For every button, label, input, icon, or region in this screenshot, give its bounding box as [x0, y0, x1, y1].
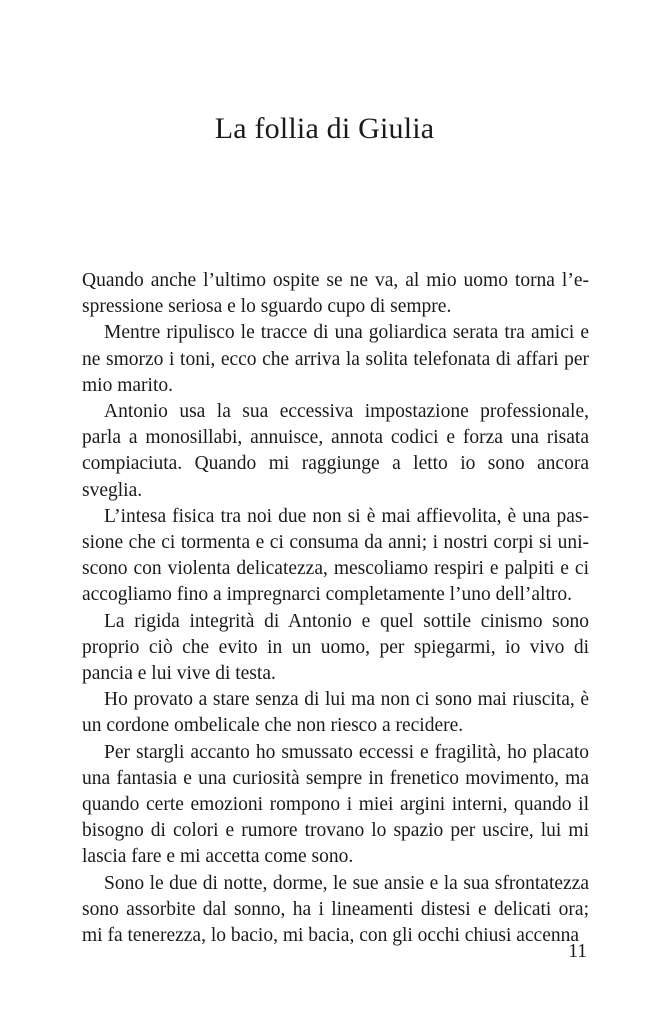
paragraph: Ho provato a stare senza di lui ma non ci sono mai riuscita, è un cordone ombelicale che non riesco a recidere. — [82, 689, 589, 737]
paragraph: L’intesa fisica tra noi due non si è mai affievolita, è una passione che ci tormenta e ci consuma da anni; i nostri corpi si uniscono con violenta delicatezza, mescoliamo respiri e palpiti e ci accogliamo fino a impregnarci completamente l’uno dell’altro. — [82, 505, 589, 606]
paragraph: Mentre ripulisco le tracce di una goliardica serata tra amici e ne smorzo i toni, ecco che arriva la solita telefonata di affari per mio marito. — [82, 322, 589, 396]
chapter-title: La follia di Giulia — [214, 112, 435, 145]
page-number: 11 — [568, 941, 587, 962]
paragraph: Sono le due di notte, dorme, le sue ansie e la sua sfrontatezza sono assorbite dal sonno, ha i lineamenti distesi e delicati ora; mi fa tenerezza, lo bacio, mi bacia, con gli occhi chiusi accenna — [82, 872, 589, 947]
chapter-body — [82, 268, 589, 949]
paragraph: Per stargli accanto ho smussato eccessi e fragilità, ho placato una fantasia e una curiosità sempre in frenetico movimento, ma quando certe emozioni rompono i miei argini interni, quando il bisogno di colori e rumore trovano lo spazio per uscire, lui mi lascia fare e mi accetta come sono. — [82, 741, 589, 868]
paragraph: La rigida integrità di Antonio e quel sottile cinismo sono proprio ciò che evito in un uomo, per spiegarmi, io vivo di pancia e lui vive di testa. — [82, 610, 589, 685]
paragraph: Quando anche l’ultimo ospite se ne va, al mio uomo torna l’espressione seriosa e lo sguardo cupo di sempre. — [82, 270, 589, 318]
paragraph: Antonio usa la sua eccessiva impostazione professionale, parla a monosillabi, annuisce, annota codici e forza una risata compiaciuta. Quando mi raggiunge a letto io sono ancora sveglia. — [82, 401, 589, 501]
